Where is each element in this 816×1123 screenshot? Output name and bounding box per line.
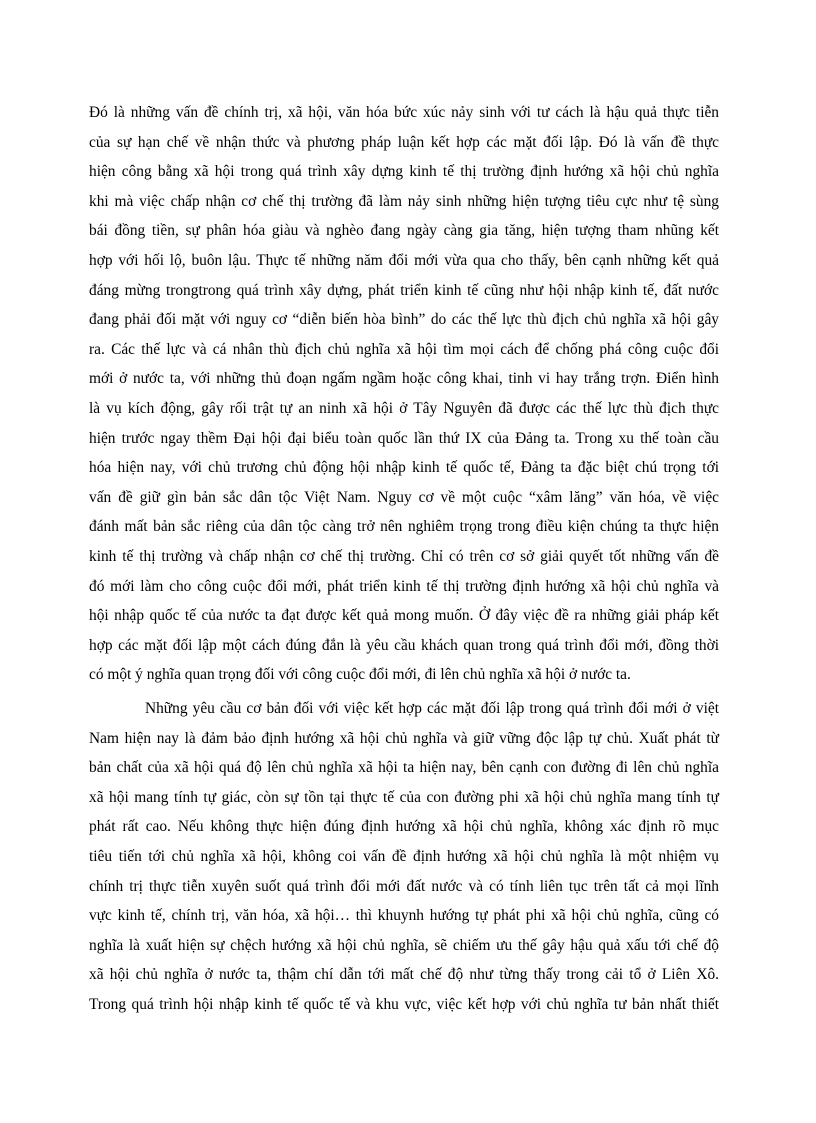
- text-line: bái đồng tiền, sự phân hóa giàu và nghèo đang ngày càng gia tăng, hiện tượng tham nhũng kết: [89, 222, 719, 240]
- text-line: Nam hiện nay là đảm bảo định hướng xã hội chủ nghĩa và giữ vững độc lập tự chủ. Xuất phát từ: [89, 729, 719, 747]
- text-line: xã hội mang tính tự giác, còn sự tồn tại thực tế của con đường phi xã hội chủ nghĩa mang tính tự: [89, 788, 719, 806]
- text-line: mới ở nước ta, với những thủ đoạn ngấm ngầm hoặc công khai, tinh vi hay trắng trợn. Điển hình: [89, 370, 719, 388]
- text-line: hiện trước ngay thềm Đại hội đại biểu toàn quốc lần thứ IX của Đảng ta. Trong xu thế toàn cầu: [89, 429, 719, 447]
- paragraph-1: [89, 98, 719, 690]
- text-line: chính trị thực tiễn xuyên suốt quá trình đổi mới đất nước và có tính liên tục trên tất cả mọi lĩnh: [89, 877, 719, 895]
- text-line: nghĩa là xuất hiện sự chệch hướng xã hội chủ nghĩa, sẽ chiếm ưu thế gây hậu quả xấu tới chế độ: [89, 936, 719, 954]
- text-line: có một ý nghĩa quan trọng đối với công cuộc đổi mới, đi lên chủ nghĩa xã hội ở nước ta.: [89, 666, 631, 684]
- text-line: hợp các mặt đối lập một cách đúng đắn là yêu cầu khách quan trong quá trình đổi mới, đồng thời: [89, 636, 719, 654]
- text-line: hiện công bằng xã hội trong quá trình xây dựng kinh tế thị trường định hướng xã hội chủ nghĩa: [89, 163, 719, 181]
- text-line: đáng mừng trongtrong quá trình xây dựng, phát triển kinh tế cũng như hội nhập kinh tế, đất nước: [89, 281, 719, 299]
- text-line: hội nhập quốc tế của nước ta đạt được kết quả mong muốn. Ở đây việc đề ra những giải pháp kết: [89, 607, 719, 625]
- text-line: hóa hiện nay, với chủ trương chủ động hội nhập kinh tế quốc tế, Đảng ta đặc biệt chú trọng tới: [89, 459, 719, 477]
- text-line: đánh mất bản sắc riêng của dân tộc càng trở nên nghiêm trọng trong điều kiện chúng ta thực hiện: [89, 518, 719, 536]
- text-line: xã hội chủ nghĩa ở nước ta, thậm chí dẫn tới mất chế độ như từng thấy trong cải tổ ở Liên Xô.: [89, 966, 719, 984]
- text-line: khi mà việc chấp nhận cơ chế thị trường đã làm nảy sinh những hiện tượng tiêu cực như tệ sùng: [89, 192, 719, 210]
- text-line: vấn đề giữ gìn bản sắc dân tộc Việt Nam. Nguy cơ về một cuộc “xâm lăng” văn hóa, về việc: [89, 488, 719, 506]
- text-line: Những yêu cầu cơ bản đối với việc kết hợp các mặt đối lập trong quá trình đổi mới ở việt: [145, 700, 719, 717]
- paragraph-2: [89, 694, 719, 1020]
- text-line: hợp với hối lộ, buôn lậu. Thực tế những năm đổi mới vừa qua cho thấy, bên cạnh những kết quả: [89, 251, 719, 269]
- text-line: tiêu tiến tới chủ nghĩa xã hội, không coi vấn đề định hướng xã hội chủ nghĩa là một nhiệm vụ: [89, 847, 719, 865]
- text-line: là vụ kích động, gây rối trật tự an ninh xã hội ở Tây Nguyên đã được các thế lực thù địch thực: [89, 399, 719, 417]
- text-line: kinh tế thị trường và chấp nhận cơ chế thị trường. Chỉ có trên cơ sở giải quyết tốt những vấn đề: [89, 547, 719, 565]
- text-line: bản chất của xã hội quá độ lên chủ nghĩa xã hội ta hiện nay, bên cạnh con đường đi lên chủ nghĩa: [89, 759, 719, 777]
- text-line: đang phải đối mặt với nguy cơ “diễn biến hòa bình” do các thế lực thù địch chủ nghĩa xã hội gây: [89, 311, 719, 329]
- text-line: vực kinh tế, chính trị, văn hóa, xã hội… thì khuynh hướng tự phát phi xã hội chủ nghĩa, cũng có: [89, 907, 719, 925]
- text-line: Đó là những vấn đề chính trị, xã hội, văn hóa bức xúc nảy sinh với tư cách là hậu quả thực tiễn: [89, 104, 719, 121]
- text-line: Trong quá trình hội nhập kinh tế quốc tế và khu vực, việc kết hợp với chủ nghĩa tư bản nhất thiết: [89, 995, 719, 1013]
- text-line: phát rất cao. Nếu không thực hiện đúng định hướng xã hội chủ nghĩa, không xác định rõ mục: [89, 818, 719, 836]
- text-line: ra. Các thế lực và cá nhân thù địch chủ nghĩa xã hội tìm mọi cách để chống phá công cuộc đổi: [89, 340, 719, 358]
- text-line: của sự hạn chế về nhận thức và phương pháp luận kết hợp các mặt đối lập. Đó là vấn đề thực: [89, 133, 719, 151]
- text-line: đó mới làm cho công cuộc đổi mới, phát triển kinh tế thị trường định hướng xã hội chủ nghĩa và: [89, 577, 719, 595]
